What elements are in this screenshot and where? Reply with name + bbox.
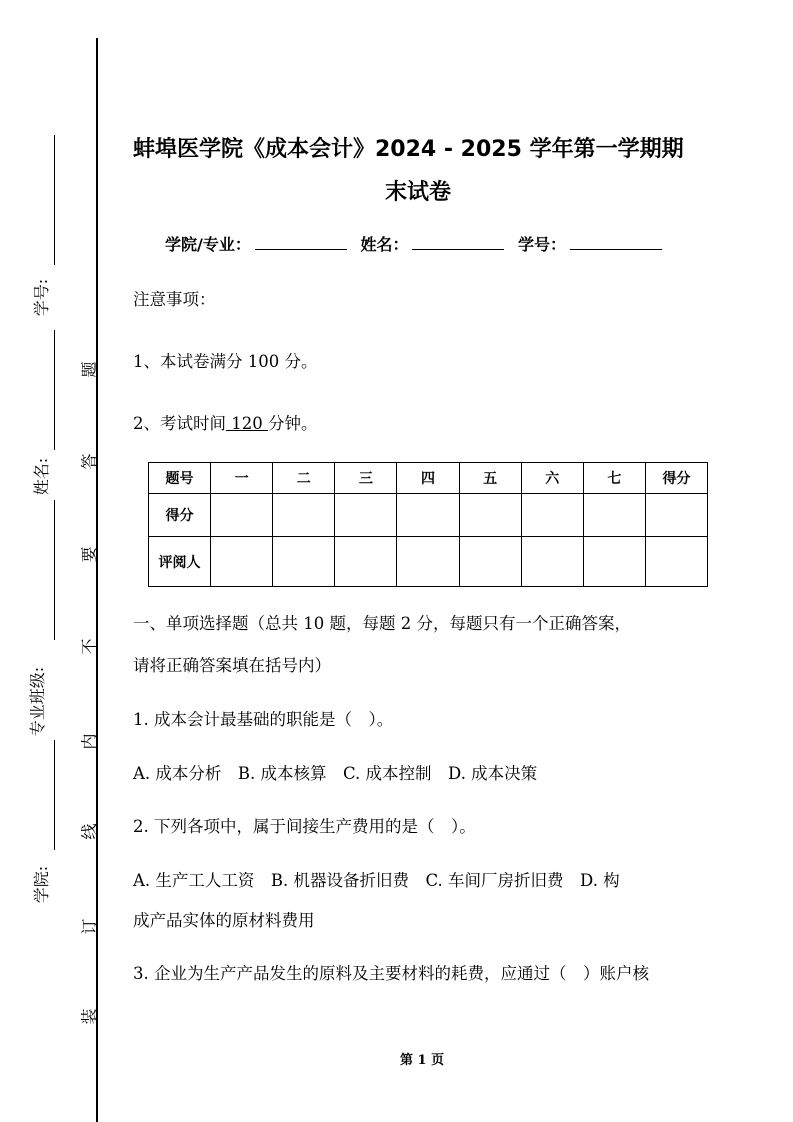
score-cell[interactable] [335, 494, 397, 537]
score-cell[interactable] [645, 494, 707, 537]
score-table [148, 462, 708, 587]
section-1-heading: 一、单项选择题（总共 10 题，每题 2 分，每题只有一个正确答案， [133, 614, 631, 633]
header-cell: 题号 [149, 463, 211, 494]
id-blank[interactable] [570, 235, 662, 250]
exam-duration: 120 [226, 414, 268, 433]
score-cell[interactable] [521, 494, 583, 537]
margin-class-label: 专业班级: [28, 666, 48, 737]
blank-line [54, 740, 55, 850]
name-label: 姓名： [360, 235, 409, 254]
page-number: 第 1 页 [400, 1053, 445, 1068]
score-cell[interactable] [211, 494, 273, 537]
margin-warning-char: 装 [79, 1008, 99, 1025]
question-1: 1. 成本会计最基础的职能是（ ）。 [133, 710, 394, 729]
grader-cell[interactable] [211, 537, 273, 587]
margin-warning-char: 答 [79, 453, 99, 470]
row-label: 得分 [149, 494, 211, 537]
header-cell: 一 [211, 463, 273, 494]
note-2-pre: 2、考试时间 [133, 414, 226, 433]
margin-name-label: 姓名: [32, 457, 52, 496]
question-2: 2. 下列各项中，属于间接生产费用的是（ ）。 [133, 817, 476, 836]
title-line-2: 末试卷 [385, 180, 452, 205]
grader-cell[interactable] [459, 537, 521, 587]
note-1: 1、本试卷满分 100 分。 [133, 352, 318, 371]
notes-heading: 注意事项： [133, 290, 216, 309]
grader-cell[interactable] [645, 537, 707, 587]
score-cell[interactable] [583, 494, 645, 537]
name-blank[interactable] [412, 235, 504, 250]
binding-line [96, 38, 98, 1122]
note-2 [133, 410, 317, 434]
question-1-options: A. 成本分析 B. 成本核算 C. 成本控制 D. 成本决策 [133, 764, 538, 783]
row-label: 评阅人 [149, 537, 211, 587]
title-line-1: 蚌埠医学院《成本会计》2024 - 2025 学年第一学期期 [133, 137, 684, 162]
info-fields [165, 232, 670, 255]
margin-warning-char: 不 [79, 638, 99, 655]
header-cell: 七 [583, 463, 645, 494]
question-2-options-cont: 成产品实体的原材料费用 [133, 911, 315, 930]
score-cell[interactable] [273, 494, 335, 537]
note-2-post: 分钟。 [267, 414, 318, 433]
college-label: 学院/专业： [165, 235, 251, 254]
college-blank[interactable] [255, 235, 347, 250]
margin-warning-char: 题 [79, 361, 99, 378]
id-label: 学号： [518, 235, 567, 254]
blank-line [54, 330, 55, 450]
score-cell[interactable] [397, 494, 459, 537]
grader-cell[interactable] [397, 537, 459, 587]
margin-id-label: 学号: [32, 278, 52, 317]
margin-warning-char: 内 [79, 733, 99, 750]
grader-cell[interactable] [521, 537, 583, 587]
header-cell: 六 [521, 463, 583, 494]
blank-line [54, 135, 55, 265]
blank-line [54, 500, 55, 640]
question-2-options: A. 生产工人工资 B. 机器设备折旧费 C. 车间厂房折旧费 D. 构 [133, 871, 620, 890]
question-3: 3. 企业为生产产品发生的原料及主要材料的耗费，应通过（ ）账户核 [133, 964, 649, 983]
header-cell: 四 [397, 463, 459, 494]
margin-warning-char: 订 [79, 918, 99, 935]
section-1-heading-cont: 请将正确答案填在括号内） [133, 656, 331, 675]
grader-cell[interactable] [273, 537, 335, 587]
margin-college-label: 学院: [32, 865, 52, 904]
header-cell: 得分 [645, 463, 707, 494]
header-cell: 二 [273, 463, 335, 494]
score-cell[interactable] [459, 494, 521, 537]
grader-cell[interactable] [583, 537, 645, 587]
margin-warning-char: 线 [79, 823, 99, 840]
grader-cell[interactable] [335, 537, 397, 587]
header-cell: 三 [335, 463, 397, 494]
margin-warning-char: 要 [79, 546, 99, 563]
header-cell: 五 [459, 463, 521, 494]
